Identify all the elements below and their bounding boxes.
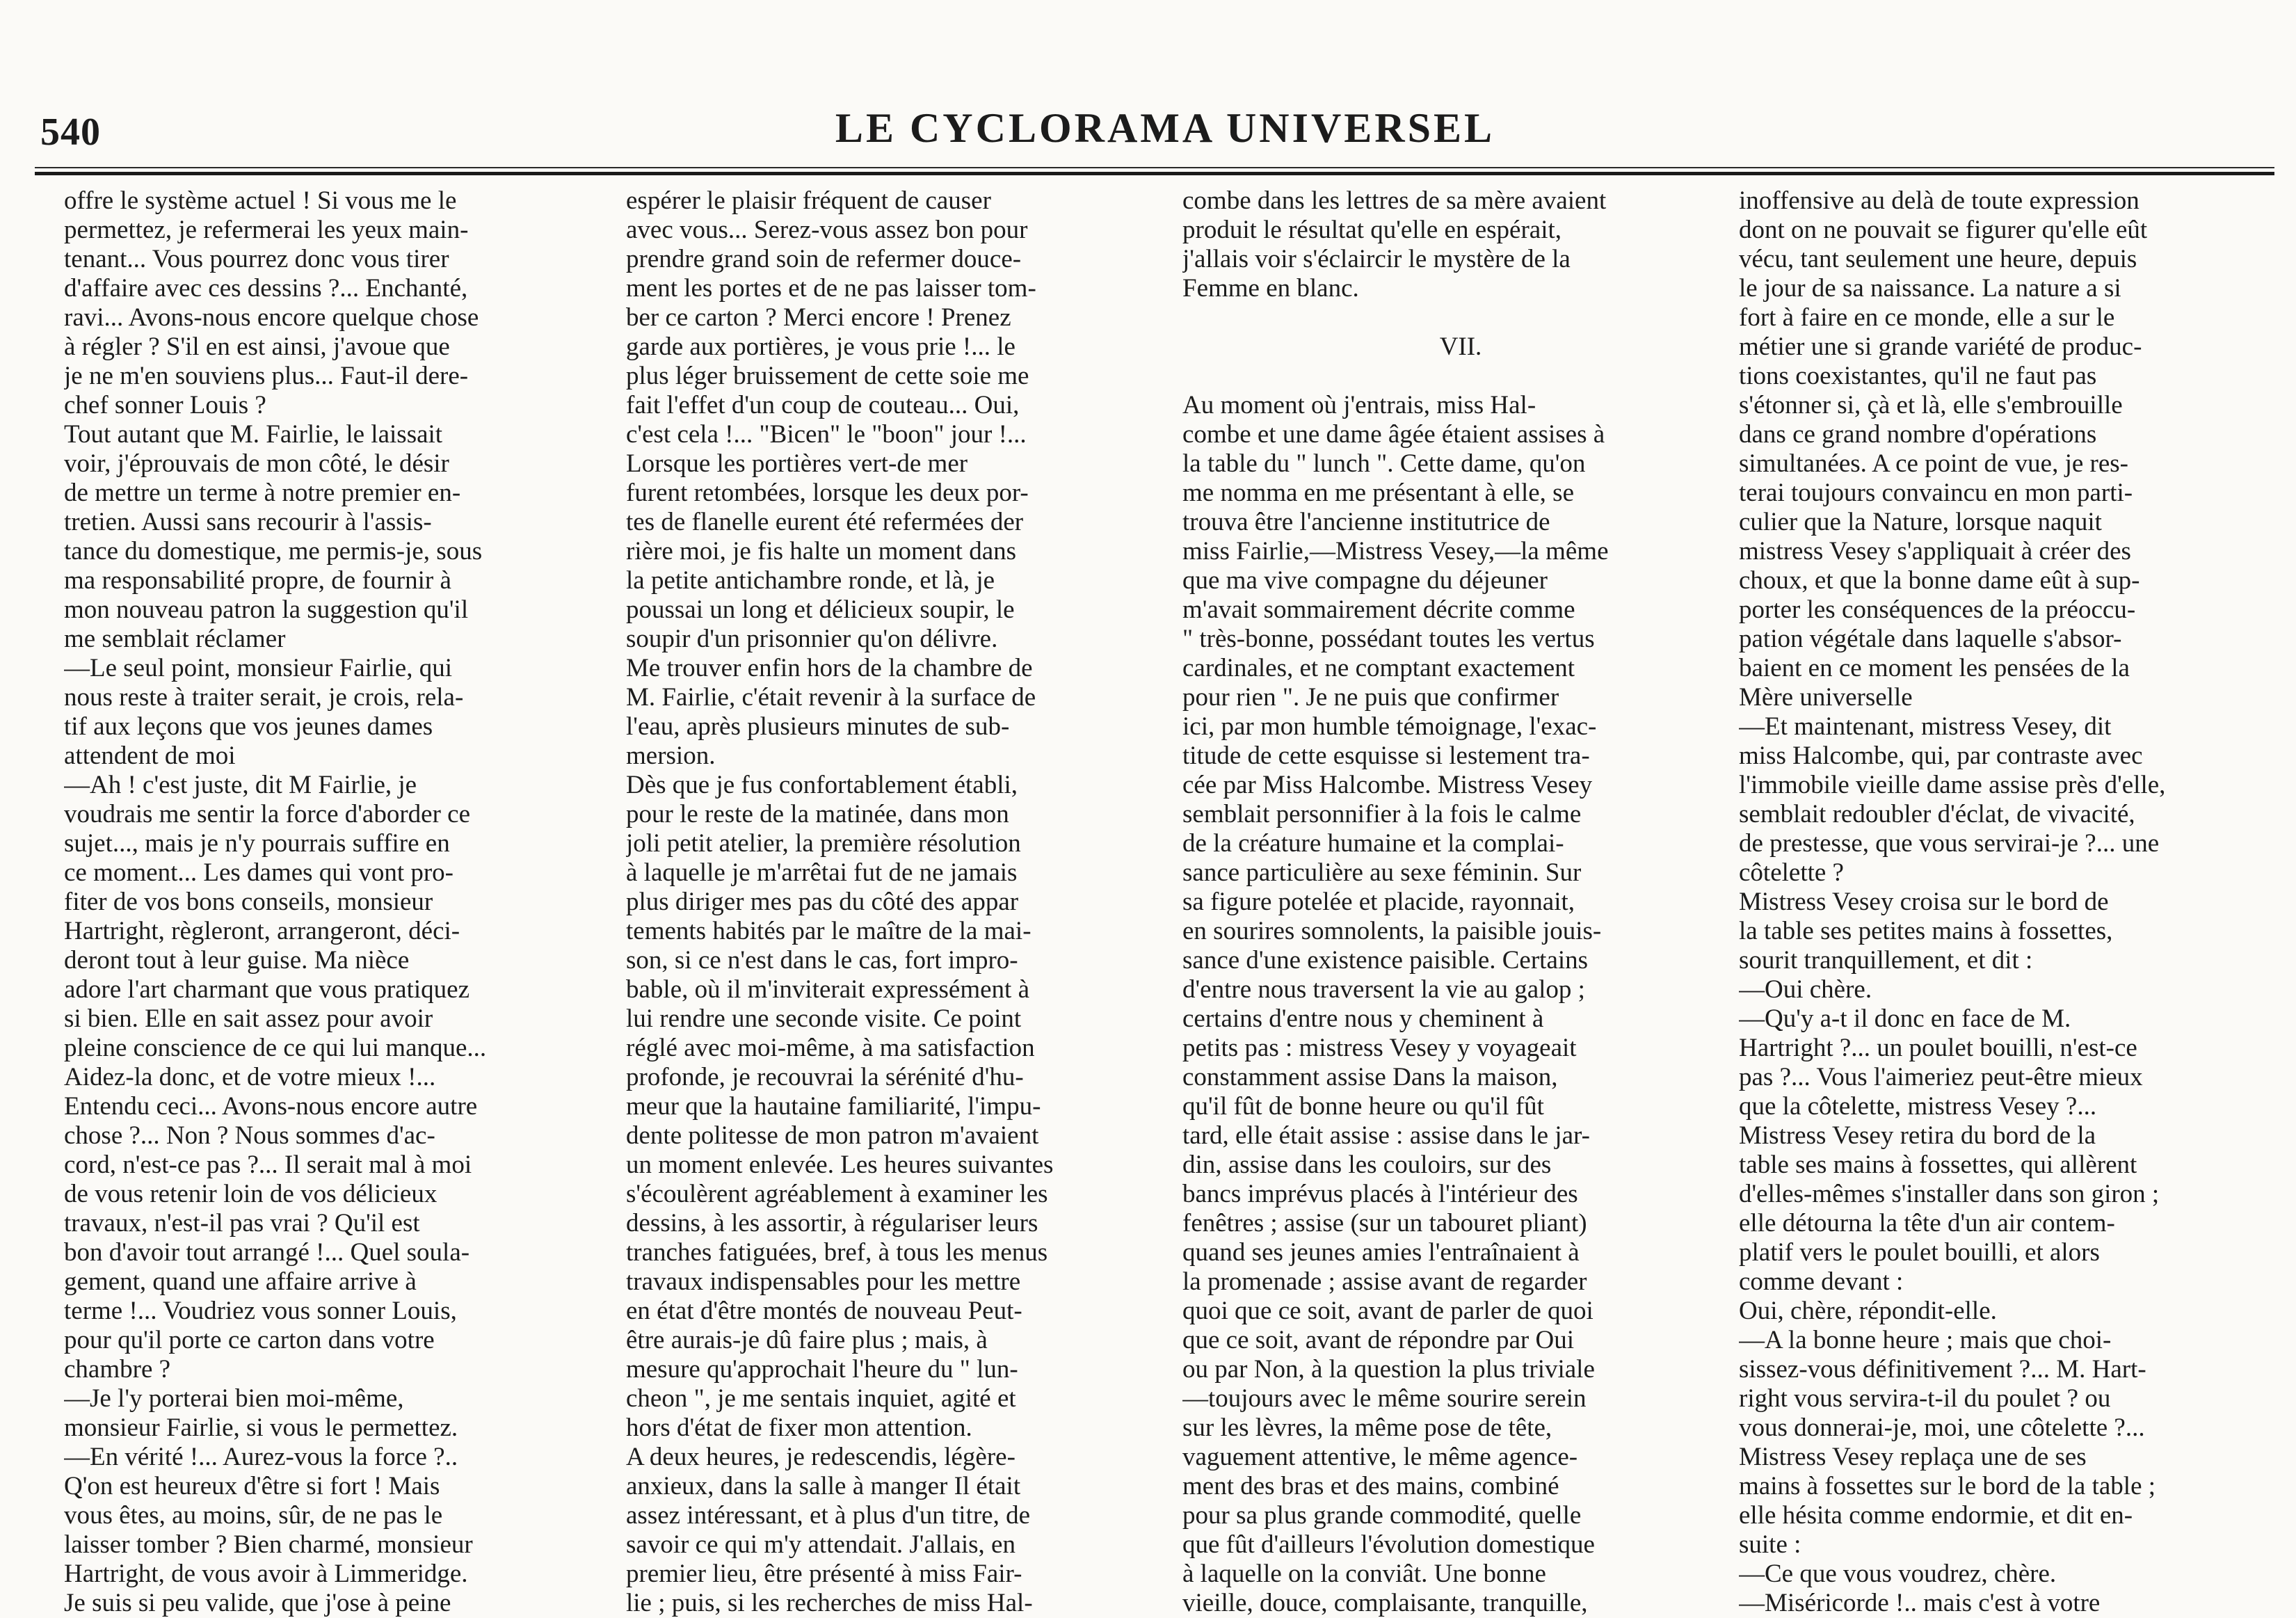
text-line: voudrais me sentir la force d'aborder ce [64, 800, 471, 828]
text-line: que ma vive compagne du déjeuner [1182, 566, 1548, 595]
text-line: platif vers le poulet bouilli, et alors [1739, 1238, 2100, 1267]
text-line: monsieur Fairlie, si vous le permettez. [64, 1413, 458, 1442]
text-line: combe et une dame âgée étaient assises à [1182, 420, 1605, 449]
text-line: plus léger bruissement de cette soie me [626, 362, 1029, 390]
text-line: à laquelle je m'arrêtai fut de ne jamais [626, 858, 1018, 887]
text-line: côtelette ? [1739, 858, 1844, 887]
text-line: Aidez-la donc, et de votre mieux !... [64, 1063, 436, 1091]
text-line: —Je l'y porterai bien moi-même, [64, 1384, 404, 1413]
text-line: être aurais-je dû faire plus ; mais, à [626, 1326, 988, 1354]
text-line: prendre grand soin de refermer douce- [626, 245, 1022, 273]
text-line: rière moi, je fis halte un moment dans [626, 537, 1017, 566]
text-line: —Qu'y a-t il donc en face de M. [1739, 1004, 2071, 1033]
text-line: cée par Miss Halcombe. Mistress Vesey [1182, 771, 1593, 799]
text-line: " très-bonne, possédant toutes les vertus [1182, 625, 1595, 653]
page-number: 540 [40, 111, 101, 154]
text-line: ment les portes et de ne pas laisser tom- [626, 274, 1036, 303]
text-line: soupir d'un prisonnier qu'on délivre. [626, 625, 998, 653]
text-line: sa figure potelée et placide, rayonnait, [1182, 888, 1575, 916]
text-line: Mistress Vesey croisa sur le bord de [1739, 888, 2109, 916]
page-header [0, 0, 2296, 181]
text-line: la promenade ; assise avant de regarder [1182, 1267, 1587, 1296]
text-line: savoir ce qui m'y attendait. J'allais, en [626, 1530, 1015, 1559]
text-line: mains à fossettes sur le bord de la table ; [1739, 1472, 2156, 1500]
text-line: elle détourna la tête d'un air contem- [1739, 1209, 2115, 1237]
text-line: fait l'effet d'un coup de couteau... Oui, [626, 391, 1020, 419]
text-line: Q'on est heureux d'être si fort ! Mais [64, 1472, 440, 1500]
text-line: mesure qu'approchait l'heure du " lun- [626, 1355, 1018, 1384]
text-line: dans ce grand nombre d'opérations [1739, 420, 2097, 449]
text-line: travaux, n'est-il pas vrai ? Qu'il est [64, 1209, 420, 1237]
text-line: furent retombées, lorsque les deux por- [626, 479, 1029, 507]
text-line: bable, où il m'inviterait expressément à [626, 975, 1029, 1004]
text-line: c'est cela !... "Bicen" le "boon" jour !... [626, 420, 1027, 449]
text-line: pation végétale dans laquelle s'absor- [1739, 625, 2122, 653]
text-line: comme devant : [1739, 1267, 1904, 1296]
text-line: de la créature humaine et la complai- [1182, 829, 1564, 858]
text-line: —Ah ! c'est juste, dit M Fairlie, je [64, 771, 417, 799]
text-line: baient en ce moment les pensées de la [1739, 654, 2130, 682]
text-line: que fût d'ailleurs l'évolution domestique [1182, 1530, 1595, 1559]
text-line: ment des bras et des mains, combiné [1182, 1472, 1559, 1500]
text-line: lie ; puis, si les recherches de miss Hal- [626, 1589, 1033, 1617]
text-line: me nomma en me présentant à elle, se [1182, 479, 1575, 507]
text-line: elle hésita comme endormie, et dit en- [1739, 1501, 2133, 1530]
text-line: Je suis si peu valide, que j'ose à peine [64, 1589, 451, 1617]
text-line: me semblait réclamer [64, 625, 286, 653]
text-line: en sourires somnolents, la paisible jouis- [1182, 917, 1602, 945]
text-line: Hartright ?... un poulet bouilli, n'est-ce [1739, 1034, 2137, 1062]
text-line: —Ce que vous voudrez, chère. [1739, 1560, 2057, 1588]
text-line: Mère universelle [1739, 683, 1913, 712]
header-rule-thick [35, 172, 2274, 175]
text-line: réglé avec moi-même, à ma satisfaction [626, 1034, 1035, 1062]
text-line: s'écoulèrent agréablement à examiner les [626, 1180, 1048, 1208]
text-line: en état d'être montés de nouveau Peut- [626, 1297, 1022, 1325]
text-line: Dès que je fus confortablement établi, [626, 771, 1018, 799]
text-line: d'entre nous traversent la vie au galop ; [1182, 975, 1585, 1004]
text-line: —A la bonne heure ; mais que choi- [1739, 1326, 2112, 1354]
text-line: miss Fairlie,—Mistress Vesey,—la même [1182, 537, 1609, 566]
text-line: assez intéressant, et à plus d'un titre, de [626, 1501, 1031, 1530]
text-line: Au moment où j'entrais, miss Hal- [1182, 391, 1536, 419]
text-line: Femme en blanc. [1182, 274, 1359, 303]
text-line: s'étonner si, çà et là, elle s'embrouille [1739, 391, 2123, 419]
text-column-3 [1182, 186, 1739, 1618]
text-line: Hartright, règleront, arrangeront, déci- [64, 917, 460, 945]
text-line: Mistress Vesey replaça une de ses [1739, 1443, 2087, 1471]
text-line: pour rien ". Je ne puis que confirmer [1182, 683, 1559, 712]
text-line: hors d'état de fixer mon attention. [626, 1413, 972, 1442]
text-line: pour qu'il porte ce carton dans votre [64, 1326, 435, 1354]
text-line: j'allais voir s'éclaircir le mystère de la [1182, 245, 1571, 273]
text-line: sissez-vous définitivement ?... M. Hart- [1739, 1355, 2146, 1384]
text-line: miss Halcombe, qui, par contraste avec [1739, 742, 2143, 770]
text-line: son, si ce n'est dans le cas, fort impro- [626, 946, 1018, 975]
text-column-4 [1739, 186, 2295, 1618]
text-line: quoi que ce soit, avant de parler de quoi [1182, 1297, 1593, 1325]
text-line: constamment assise Dans la maison, [1182, 1063, 1558, 1091]
text-line: ici, par mon humble témoignage, l'exac- [1182, 712, 1597, 741]
text-line: culier que la Nature, lorsque naquit [1739, 508, 2102, 536]
text-line: choux, et que la bonne dame eût à sup- [1739, 566, 2140, 595]
chapter-heading: VII. [1439, 333, 1482, 361]
text-line: la table ses petites mains à fossettes, [1739, 917, 2113, 945]
text-line: semblait redoubler d'éclat, de vivacité, [1739, 800, 2135, 828]
text-line: cheon ", je me sentais inquiet, agité et [626, 1384, 1016, 1413]
text-line: sance particulière au sexe féminin. Sur [1182, 858, 1582, 887]
text-line: ou par Non, à la question la plus triviale [1182, 1355, 1595, 1384]
text-line: à régler ? S'il en est ainsi, j'avoue que [64, 333, 450, 361]
text-line: chef sonner Louis ? [64, 391, 266, 419]
text-line: chose ?... Non ? Nous sommes d'ac- [64, 1121, 435, 1150]
text-line: poussai un long et délicieux soupir, le [626, 595, 1015, 624]
text-line: pleine conscience de ce qui lui manque... [64, 1034, 487, 1062]
column-3-body [1182, 391, 1739, 1618]
text-line: Hartright, de vous avoir à Limmeridge. [64, 1560, 468, 1588]
text-line: meur que la hautaine familiarité, l'impu- [626, 1092, 1041, 1121]
text-line: métier une si grande variété de produc- [1739, 333, 2142, 361]
text-line: tif aux leçons que vos jeunes dames [64, 712, 433, 741]
text-line: sance d'une existence paisible. Certains [1182, 946, 1589, 975]
text-line: semblait personnifier à la fois le calme [1182, 800, 1582, 828]
text-line: certains d'entre nous y cheminent à [1182, 1004, 1544, 1033]
text-line: l'immobile vieille dame assise près d'elle, [1739, 771, 2166, 799]
text-line: pas ?... Vous l'aimeriez peut-être mieux [1739, 1063, 2143, 1091]
text-line: fenêtres ; assise (sur un tabouret pliant) [1182, 1209, 1587, 1237]
text-line: avec vous... Serez-vous assez bon pour [626, 216, 1028, 244]
text-line: tard, elle était assise : assise dans le jar- [1182, 1121, 1590, 1150]
text-line: la table du " lunch ". Cette dame, qu'on [1182, 449, 1586, 478]
text-line: tements habités par le maître de la mai- [626, 917, 1031, 945]
text-line: permettez, je refermerai les yeux main- [64, 216, 469, 244]
text-line: sujet..., mais je n'y pourrais suffire en [64, 829, 450, 858]
text-line: l'eau, après plusieurs minutes de sub- [626, 712, 1010, 741]
text-line: combe dans les lettres de sa mère avaient [1182, 186, 1607, 215]
text-line: titude de cette esquisse si lestement tra- [1182, 742, 1590, 770]
text-line: vécu, tant seulement une heure, depuis [1739, 245, 2137, 273]
text-line: laisser tomber ? Bien charmé, monsieur [64, 1530, 473, 1559]
text-line: qu'il fût de bonne heure ou qu'il fût [1182, 1092, 1544, 1121]
text-line: table ses mains à fossettes, qui allèrent [1739, 1151, 2137, 1179]
text-line: garde aux portières, je vous prie !... le [626, 333, 1015, 361]
text-line: tranches fatiguées, bref, à tous les menus [626, 1238, 1048, 1267]
text-line: pour le reste de la matinée, dans mon [626, 800, 1009, 828]
text-line: ber ce carton ? Merci encore ! Prenez [626, 303, 1011, 332]
text-line: le jour de sa naissance. La nature a si [1739, 274, 2121, 303]
text-line: premier lieu, être présenté à miss Fair- [626, 1560, 1022, 1588]
text-line: plus diriger mes pas du côté des appar [626, 888, 1019, 916]
text-line: de prestesse, que vous servirai-je ?... une [1739, 829, 2160, 858]
text-line: offre le système actuel ! Si vous me le [64, 186, 457, 215]
text-line: —En vérité !... Aurez-vous la force ?.. [64, 1443, 458, 1471]
text-line: travaux indispensables pour les mettre [626, 1267, 1021, 1296]
text-line: Lorsque les portières vert-de mer [626, 449, 968, 478]
text-column-1 [64, 186, 620, 1618]
text-line: fort à faire en ce monde, elle a sur le [1739, 303, 2115, 332]
text-line: Mistress Vesey retira du bord de la [1739, 1121, 2096, 1150]
text-line: dente politesse de mon patron m'avaient [626, 1121, 1039, 1150]
text-line: cardinales, et ne comptant exactement [1182, 654, 1575, 682]
text-line: dont on ne pouvait se figurer qu'elle eût [1739, 216, 2148, 244]
text-column-2 [626, 186, 1182, 1618]
text-line: —toujours avec le même sourire serein [1182, 1384, 1587, 1413]
text-line: tance du domestique, me permis-je, sous [64, 537, 483, 566]
text-line: quand ses jeunes amies l'entraînaient à [1182, 1238, 1580, 1267]
text-line: —Oui chère. [1739, 975, 1872, 1004]
text-line: dessins, à les assortir, à régulariser leurs [626, 1209, 1038, 1237]
text-line: tes de flanelle eurent été refermées der [626, 508, 1024, 536]
text-line: —Miséricorde !.. mais c'est à votre [1739, 1589, 2101, 1617]
text-line: produit le résultat qu'elle en espérait, [1182, 216, 1562, 244]
text-line: ma responsabilité propre, de fournir à [64, 566, 451, 595]
text-line: porter les conséquences de la préoccu- [1739, 595, 2136, 624]
text-line: je ne m'en souviens plus... Faut-il dere- [64, 362, 469, 390]
text-line: A deux heures, je redescendis, légère- [626, 1443, 1015, 1471]
text-line: à laquelle on la conviât. Une bonne [1182, 1560, 1546, 1588]
text-line: vaguement attentive, le même agence- [1182, 1443, 1578, 1471]
text-line: vieille, douce, complaisante, tranquille, [1182, 1589, 1588, 1617]
text-line: —Le seul point, monsieur Fairlie, qui [64, 654, 452, 682]
text-line: mistress Vesey s'appliquait à créer des [1739, 537, 2131, 566]
text-line: terai toujours convaincu en mon parti- [1739, 479, 2133, 507]
text-line: tenant... Vous pourrez donc vous tirer [64, 245, 449, 273]
text-line: right vous servira-t-il du poulet ? ou [1739, 1384, 2111, 1413]
text-line: m'avait sommairement décrite comme [1182, 595, 1575, 624]
text-line: mersion. [626, 742, 716, 770]
column-3-opening [1182, 186, 1739, 303]
text-line: Oui, chère, répondit-elle. [1739, 1297, 1997, 1325]
text-line: nous reste à traiter serait, je crois, rela- [64, 683, 464, 712]
text-line: tretien. Aussi sans recourir à l'assis- [64, 508, 432, 536]
text-line: vous êtes, au moins, sûr, de ne pas le [64, 1501, 443, 1530]
header-rule-thin [35, 167, 2274, 168]
text-line: mon nouveau patron la suggestion qu'il [64, 595, 469, 624]
text-line: M. Fairlie, c'était revenir à la surface de [626, 683, 1036, 712]
text-line: suite : [1739, 1530, 1801, 1559]
text-line: sourit tranquillement, et dit : [1739, 946, 2033, 975]
text-line: adore l'art charmant que vous pratiquez [64, 975, 470, 1004]
text-line: Tout autant que M. Fairlie, le laissait [64, 420, 443, 449]
text-line: profonde, je recouvrai la sérénité d'hu- [626, 1063, 1024, 1091]
text-line: si bien. Elle en sait assez pour avoir [64, 1004, 433, 1033]
text-line: terme !... Voudriez vous sonner Louis, [64, 1297, 457, 1325]
text-line: voir, j'éprouvais de mon côté, le désir [64, 449, 449, 478]
text-line: vous donnerai-je, moi, une côtelette ?... [1739, 1413, 2145, 1442]
text-line: Entendu ceci... Avons-nous encore autre [64, 1092, 478, 1121]
text-line: espérer le plaisir fréquent de causer [626, 186, 991, 215]
text-line: la petite antichambre ronde, et là, je [626, 566, 995, 595]
text-line: d'elles-mêmes s'installer dans son giron ; [1739, 1180, 2160, 1208]
text-line: gement, quand une affaire arrive à [64, 1267, 417, 1296]
text-line: chambre ? [64, 1355, 171, 1384]
text-line: sur les lèvres, la même pose de tête, [1182, 1413, 1552, 1442]
text-line: din, assise dans les couloirs, sur des [1182, 1151, 1552, 1179]
text-line: pour sa plus grande commodité, quelle [1182, 1501, 1582, 1530]
text-line: lui rendre une seconde visite. Ce point [626, 1004, 1022, 1033]
text-line: joli petit atelier, la première résolution [626, 829, 1021, 858]
text-line: tions coexistantes, qu'il ne faut pas [1739, 362, 2097, 390]
text-line: simultanées. A ce point de vue, je res- [1739, 449, 2128, 478]
text-line: deront tout à leur guise. Ma nièce [64, 946, 410, 975]
text-line: attendent de moi [64, 742, 236, 770]
text-line: bon d'avoir tout arrangé !... Quel soula- [64, 1238, 470, 1267]
text-line: un moment enlevée. Les heures suivantes [626, 1151, 1054, 1179]
text-line: petits pas : mistress Vesey y voyageait [1182, 1034, 1577, 1062]
text-line: d'affaire avec ces dessins ?... Enchanté, [64, 274, 468, 303]
text-line: Me trouver enfin hors de la chambre de [626, 654, 1033, 682]
text-line: inoffensive au delà de toute expression [1739, 186, 2140, 215]
text-line: de vous retenir loin de vos délicieux [64, 1180, 437, 1208]
text-line: ravi... Avons-nous encore quelque chose [64, 303, 479, 332]
text-line: bancs imprévus placés à l'intérieur des [1182, 1180, 1578, 1208]
journal-title: LE CYCLORAMA UNIVERSEL [835, 105, 1495, 151]
text-line: trouva être l'ancienne institutrice de [1182, 508, 1550, 536]
text-line: fiter de vos bons conseils, monsieur [64, 888, 433, 916]
text-line: de mettre un terme à notre premier en- [64, 479, 461, 507]
text-line: ce moment... Les dames qui vont pro- [64, 858, 454, 887]
text-line: —Et maintenant, mistress Vesey, dit [1739, 712, 2112, 741]
text-line: cord, n'est-ce pas ?... Il serait mal à moi [64, 1151, 472, 1179]
text-line: que ce soit, avant de répondre par Oui [1182, 1326, 1575, 1354]
text-line: anxieux, dans la salle à manger Il était [626, 1472, 1021, 1500]
text-line: que la côtelette, mistress Vesey ?... [1739, 1092, 2097, 1121]
